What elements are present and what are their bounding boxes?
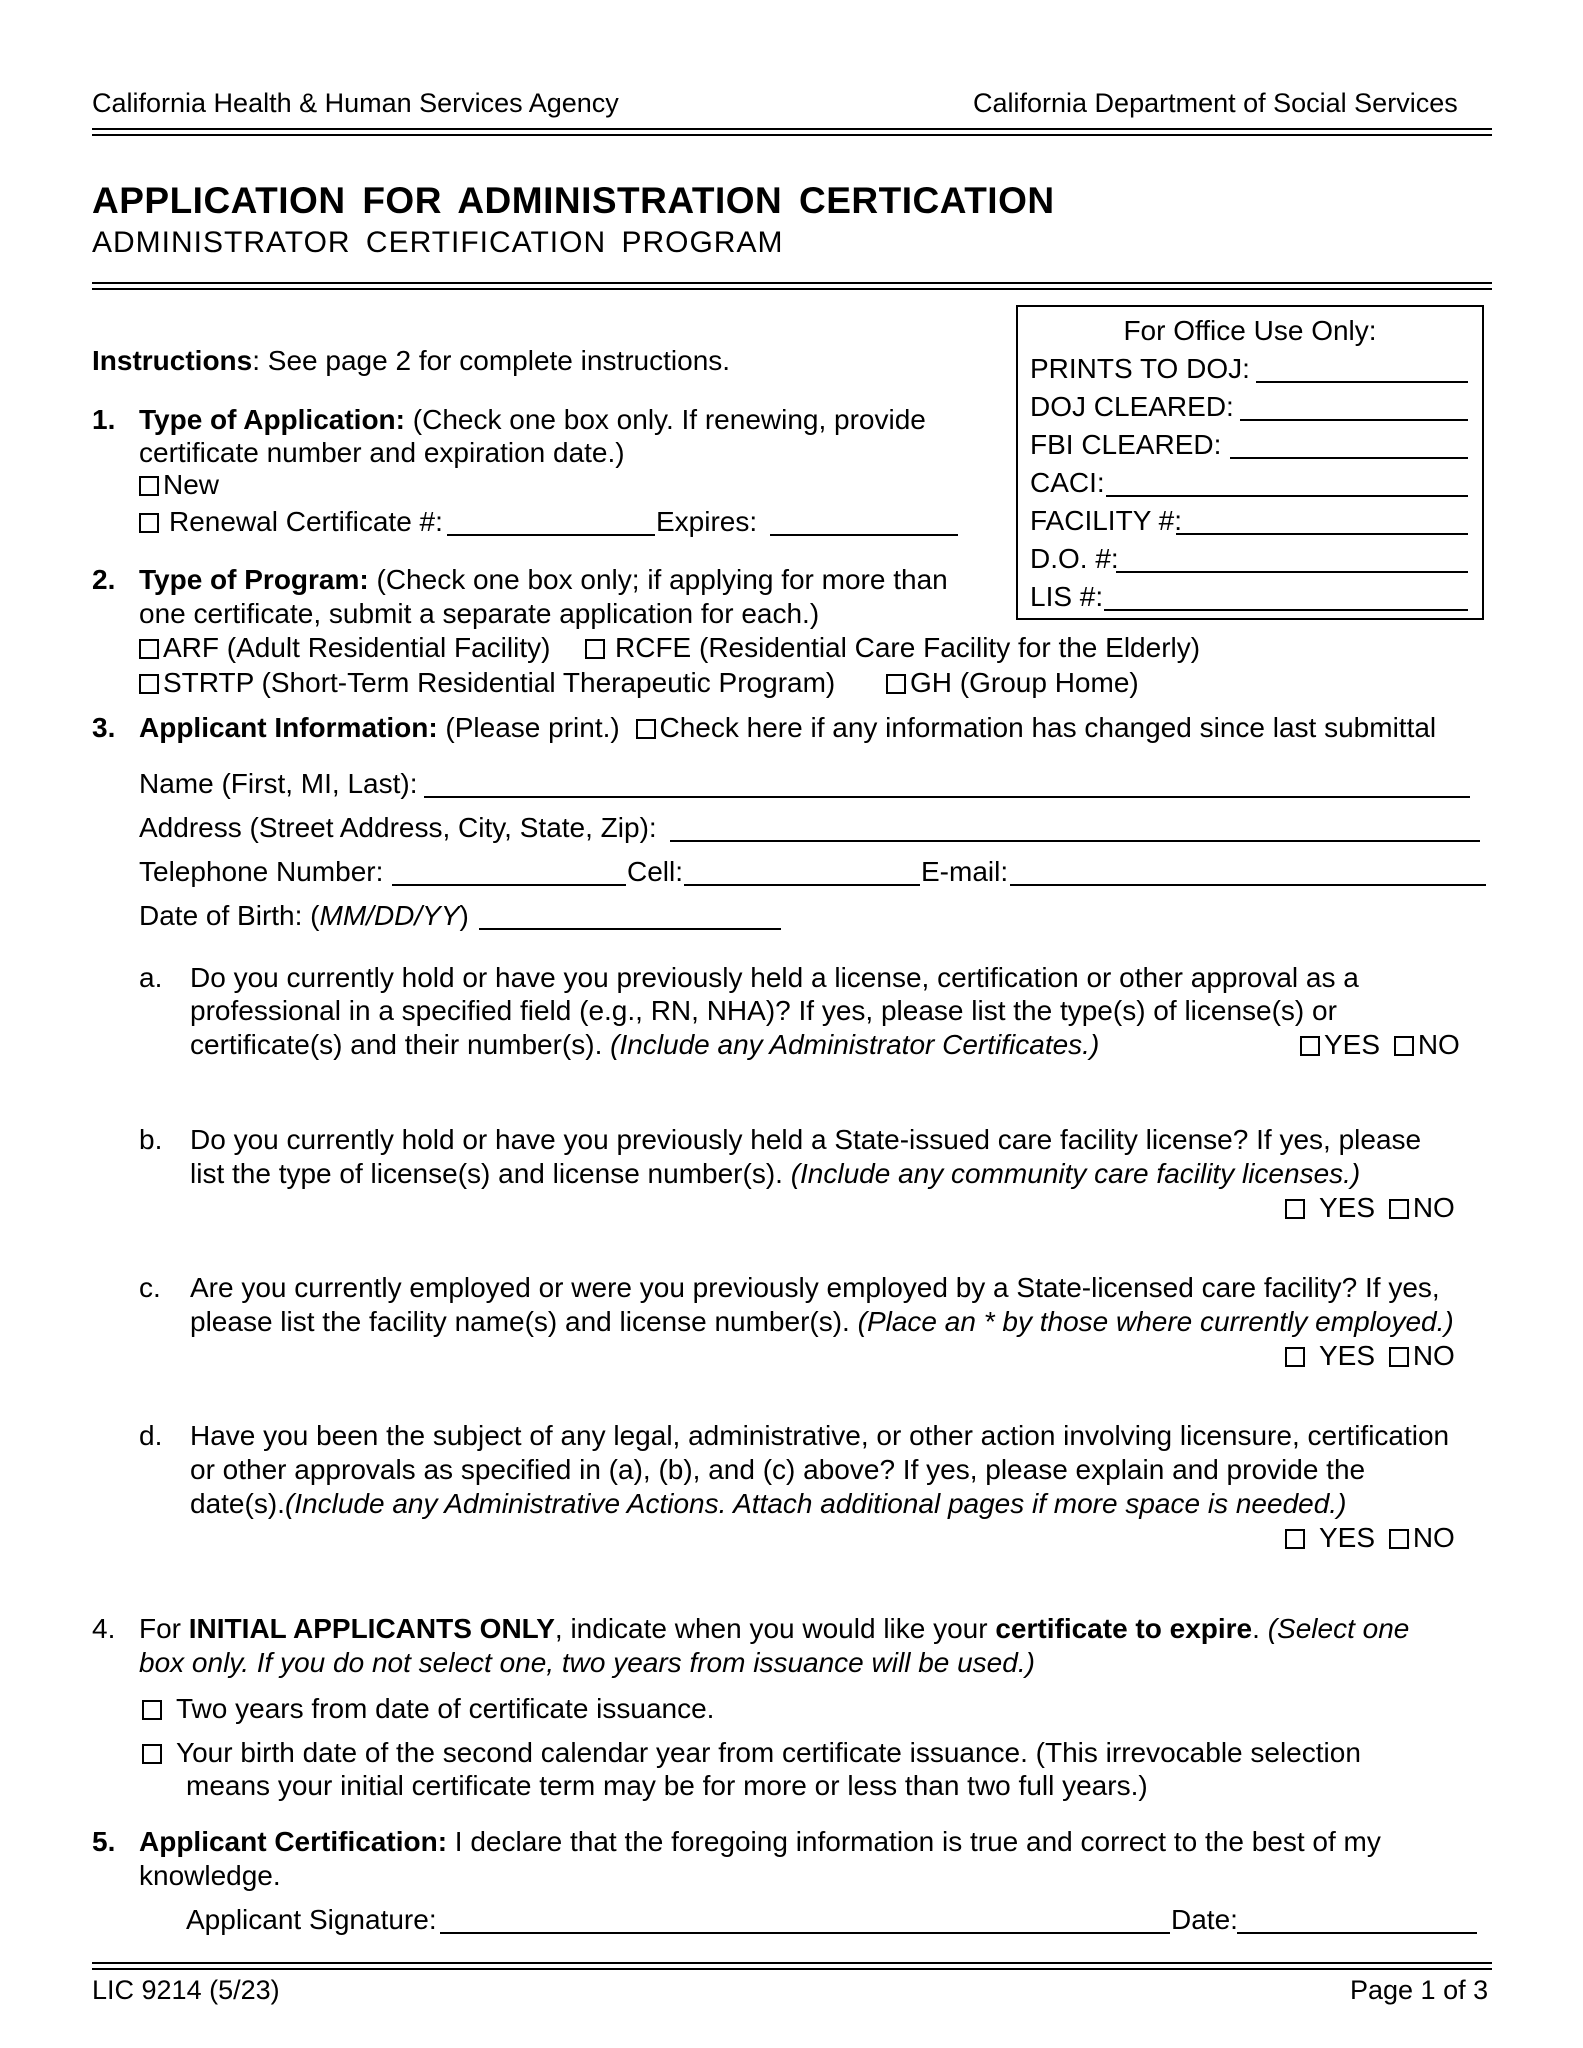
question-b-line-2	[190, 1158, 1360, 1190]
office-fbi-label: FBI CLEARED:	[1030, 429, 1222, 460]
question-d-yes-label: YES	[1319, 1522, 1376, 1553]
expire-two-years-checkbox[interactable]	[142, 1700, 162, 1720]
question-a-line-3-italic: (Include any Administrator Certificates.)	[610, 1029, 1100, 1060]
section-4-t1b: INITIAL APPLICANTS ONLY	[188, 1613, 555, 1644]
option-gh-label: GH (Group Home)	[910, 667, 1139, 698]
office-caci-line[interactable]	[1106, 495, 1468, 497]
instructions-label: Instructions	[92, 345, 253, 376]
office-lis-line[interactable]	[1104, 609, 1468, 611]
question-b-no-label: NO	[1412, 1192, 1455, 1223]
option-gh	[886, 667, 1139, 699]
question-b-yes-label: YES	[1319, 1192, 1376, 1223]
section-1-text-2: certificate number and expiration date.)	[139, 437, 625, 468]
question-b-letter: b.	[139, 1124, 163, 1155]
section-4-t3: .	[1252, 1613, 1268, 1644]
section-1-label: Type of Application:	[139, 404, 405, 435]
info-changed-checkbox[interactable]	[636, 719, 656, 739]
question-d-line-3-text: date(s).	[190, 1488, 285, 1519]
signature-label: Applicant Signature:	[186, 1904, 437, 1935]
section-4-t2b: certificate to expire	[995, 1613, 1253, 1644]
section-1-number: 1.	[92, 404, 116, 435]
form-number: LIC 9214 (5/23)	[92, 1975, 280, 2005]
section-4-number: 4.	[92, 1613, 116, 1644]
section-5-line-1	[139, 1826, 1381, 1858]
question-d-no-label: NO	[1412, 1522, 1455, 1553]
cell-field[interactable]	[684, 884, 920, 886]
question-a-yes-label: YES	[1324, 1029, 1381, 1060]
expire-option-2-line-2: means your initial certificate term may be for more or less than two full years.)	[186, 1770, 1148, 1801]
question-b-line-2-text: list the type of license(s) and license number(s).	[190, 1158, 791, 1189]
question-d-yes-checkbox[interactable]	[1285, 1529, 1305, 1549]
header-rule-2	[92, 134, 1492, 136]
section-4-line-2: box only. If you do not select one, two years from issuance will be used.)	[139, 1647, 1035, 1678]
signature-field[interactable]	[440, 1932, 1170, 1934]
question-c-yes-checkbox[interactable]	[1285, 1347, 1305, 1367]
form-subtitle: ADMINISTRATOR CERTIFICATION PROGRAM	[92, 226, 784, 259]
gh-checkbox[interactable]	[886, 674, 906, 694]
dob-format: MM/DD/YY	[319, 900, 460, 931]
section-5-text: I declare that the foregoing information is true and correct to the best of my	[447, 1826, 1381, 1857]
question-d-letter: d.	[139, 1420, 163, 1451]
question-d-line-2: or other approvals as specified in (a), (b), and (c) above? If yes, please explain and provide the	[190, 1454, 1366, 1485]
telephone-field[interactable]	[392, 884, 626, 886]
office-lis-label: LIS #:	[1030, 581, 1104, 612]
question-a-line-1: Do you currently hold or have you previously held a license, certification or other approval as a	[190, 962, 1359, 993]
question-c-answer	[1285, 1340, 1455, 1372]
question-d-line-3-italic: (Include any Administrative Actions. Attach additional pages if more space is needed.)	[284, 1488, 1347, 1519]
question-a-yes-checkbox[interactable]	[1300, 1036, 1320, 1056]
section-2-text-1: (Check one box only; if applying for more than	[368, 564, 948, 595]
header-department: California Department of Social Services	[973, 88, 1458, 118]
option-new	[139, 469, 219, 501]
question-c-letter: c.	[139, 1272, 161, 1303]
dob-field[interactable]	[479, 928, 781, 930]
option-new-label: New	[163, 469, 220, 500]
office-heading: For Office Use Only:	[1123, 315, 1377, 346]
office-do-line[interactable]	[1116, 571, 1468, 573]
renewal-certificate-field[interactable]	[447, 534, 655, 536]
dob-end: )	[459, 900, 469, 931]
footer-rule-1	[92, 1962, 1492, 1964]
question-b-line-1: Do you currently hold or have you previously held a State-issued care facility license? If yes, please	[190, 1124, 1422, 1155]
section-5-label: Applicant Certification:	[139, 1826, 448, 1857]
option-strtp	[139, 667, 835, 699]
section-3-line-1	[139, 712, 1436, 744]
question-d-no-checkbox[interactable]	[1389, 1529, 1409, 1549]
telephone-label: Telephone Number:	[139, 856, 384, 887]
option-arf-label: ARF (Adult Residential Facility)	[163, 632, 551, 663]
section-1-text-1: (Check one box only. If renewing, provide	[405, 404, 926, 435]
section-3-label: Applicant Information:	[139, 712, 438, 743]
page-number: Page 1 of 3	[1350, 1975, 1489, 2005]
dob-label	[139, 900, 469, 932]
signature-date-field[interactable]	[1237, 1932, 1477, 1934]
name-label: Name (First, MI, Last):	[139, 768, 418, 799]
header-agency: California Health & Human Services Agency	[92, 88, 619, 118]
expires-label: Expires:	[656, 506, 758, 537]
question-d-line-3	[190, 1488, 1346, 1520]
instructions	[92, 345, 730, 377]
title-rule-1	[92, 282, 1492, 284]
office-doj-line[interactable]	[1240, 419, 1468, 421]
section-3-number: 3.	[92, 712, 116, 743]
expire-option-1-label: Two years from date of certificate issuance.	[176, 1693, 715, 1724]
address-field[interactable]	[670, 840, 1480, 842]
section-1-line-1	[139, 404, 926, 436]
arf-checkbox[interactable]	[139, 639, 159, 659]
strtp-checkbox[interactable]	[139, 674, 159, 694]
question-c-yes-label: YES	[1319, 1340, 1376, 1371]
name-field[interactable]	[424, 796, 1470, 798]
section-2-text-2: one certificate, submit a separate application for each.)	[139, 598, 820, 629]
question-d-line-1: Have you been the subject of any legal, administrative, or other action involving licensure, certification	[190, 1420, 1450, 1451]
question-b-line-2-italic: (Include any community care facility licenses.)	[790, 1158, 1361, 1189]
signature-date-label: Date:	[1171, 1904, 1238, 1935]
cell-label: Cell:	[627, 856, 684, 887]
option-renewal-label: Renewal Certificate #:	[169, 506, 443, 537]
footer-rule-2	[92, 1968, 1492, 1970]
office-fbi-line[interactable]	[1230, 457, 1468, 459]
option-strtp-label: STRTP (Short-Term Residential Therapeutic Program)	[163, 667, 836, 698]
section-4-t3i: (Select one	[1267, 1613, 1410, 1644]
option-renewal	[139, 506, 443, 538]
office-do-label: D.O. #:	[1030, 543, 1119, 574]
renewal-checkbox[interactable]	[139, 513, 159, 533]
question-c-line-1: Are you currently employed or were you previously employed by a State-licensed care facility? If yes,	[190, 1272, 1440, 1303]
address-label: Address (Street Address, City, State, Zip):	[139, 812, 657, 843]
question-b-no-checkbox[interactable]	[1389, 1199, 1409, 1219]
office-prints-line[interactable]	[1256, 381, 1468, 383]
option-rcfe-label: RCFE (Residential Care Facility for the Elderly)	[615, 632, 1201, 663]
question-a-no-checkbox[interactable]	[1394, 1036, 1414, 1056]
section-2-number: 2.	[92, 564, 116, 595]
question-a-line-2: professional in a specified field (e.g., RN, NHA)? If yes, please list the type(s) of license(s) or	[190, 995, 1337, 1026]
question-b-answer	[1285, 1192, 1455, 1224]
expire-option-1	[142, 1693, 714, 1725]
section-2-label: Type of Program:	[139, 564, 369, 595]
question-c-line-2	[190, 1306, 1454, 1338]
section-5-text-2: knowledge.	[139, 1860, 281, 1891]
expire-birth-date-checkbox[interactable]	[142, 1744, 162, 1764]
new-checkbox[interactable]	[139, 476, 159, 496]
option-rcfe	[585, 632, 1200, 664]
question-a-answer	[1300, 1029, 1460, 1061]
question-a-line-3	[190, 1029, 1099, 1061]
office-caci-label: CACI:	[1030, 467, 1105, 498]
office-doj-label: DOJ CLEARED:	[1030, 391, 1234, 422]
office-prints-label: PRINTS TO DOJ:	[1030, 353, 1250, 384]
instructions-text: : See page 2 for complete instructions.	[252, 345, 731, 376]
section-4-t2: , indicate when you would like your	[554, 1613, 996, 1644]
office-facility-label: FACILITY #:	[1030, 505, 1182, 536]
header-rule-1	[92, 128, 1492, 130]
email-field[interactable]	[1010, 884, 1486, 886]
question-b-yes-checkbox[interactable]	[1285, 1199, 1305, 1219]
question-d-answer	[1285, 1522, 1455, 1554]
question-c-line-2-italic: (Place an * by those where currently employed.)	[857, 1306, 1454, 1337]
option-arf	[139, 632, 550, 664]
expire-option-2	[142, 1737, 1361, 1769]
question-a-line-3-text: certificate(s) and their number(s).	[190, 1029, 611, 1060]
dob-text: Date of Birth: (	[139, 900, 320, 931]
question-a-letter: a.	[139, 962, 163, 993]
question-c-no-checkbox[interactable]	[1389, 1347, 1409, 1367]
email-label: E-mail:	[921, 856, 1009, 887]
question-c-no-label: NO	[1412, 1340, 1455, 1371]
info-changed-label: Check here if any information has changed since last submittal	[659, 712, 1437, 743]
form-title: APPLICATION FOR ADMINISTRATION CERTICATION	[92, 180, 1055, 221]
title-rule-2	[92, 288, 1492, 290]
section-4-line-1	[139, 1613, 1409, 1645]
section-3-text: (Please print.)	[437, 712, 620, 743]
section-5-number: 5.	[92, 1826, 116, 1857]
question-a-no-label: NO	[1417, 1029, 1460, 1060]
section-4-t1: For	[139, 1613, 189, 1644]
expires-field[interactable]	[770, 534, 958, 536]
rcfe-checkbox[interactable]	[585, 639, 605, 659]
question-c-line-2-text: please list the facility name(s) and license number(s).	[190, 1306, 858, 1337]
office-use-box	[1016, 305, 1484, 620]
expire-option-2-label: Your birth date of the second calendar year from certificate issuance. (This irrevocable selection	[176, 1737, 1361, 1768]
section-2-line-1	[139, 564, 948, 596]
office-facility-line[interactable]	[1176, 533, 1468, 535]
